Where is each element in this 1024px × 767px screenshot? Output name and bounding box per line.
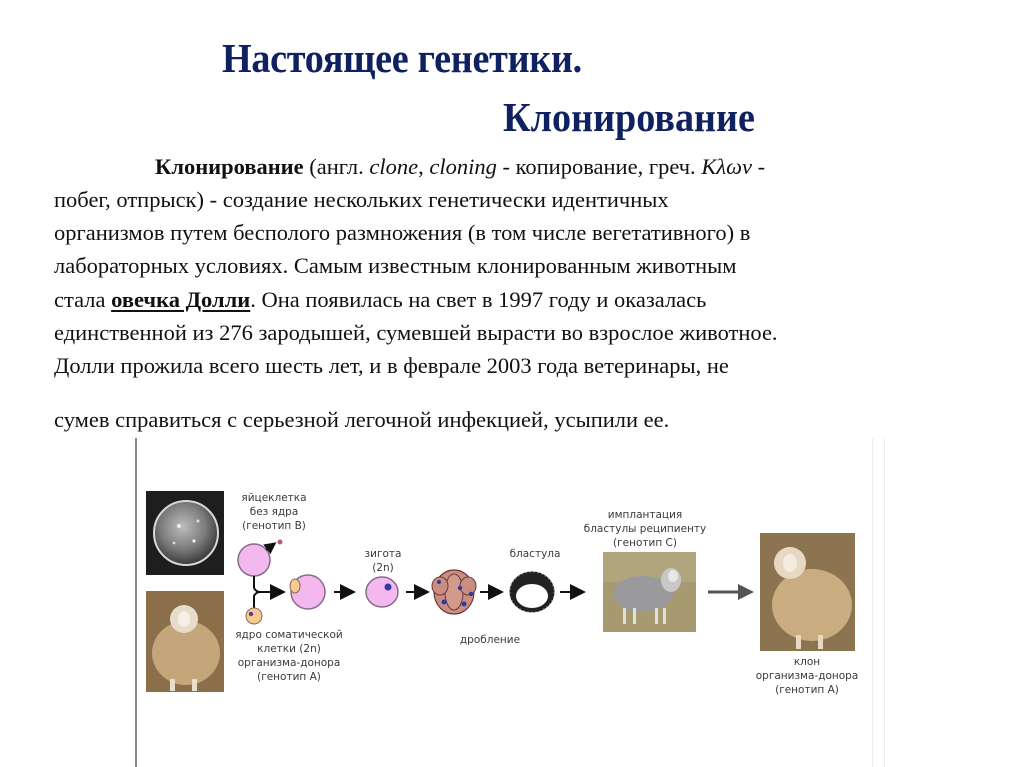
cloning-process-diagram	[230, 530, 610, 630]
diagram-right-border-2	[884, 438, 885, 767]
clone-label: клон организма-донора (генотип А)	[755, 656, 859, 696]
blastula-label: бластула	[509, 548, 561, 560]
slide-title-line2: Клонирование	[503, 94, 755, 140]
blastula-icon	[510, 572, 554, 612]
diagram-right-border	[872, 438, 873, 767]
paragraph-line-8: сумев справиться с серьезной легочной инфекцией, усыпили ее.	[54, 407, 670, 432]
egg-label: яйцеклетка без ядра (генотип В)	[241, 492, 307, 532]
cleavage-icon	[432, 570, 476, 614]
paragraph-line-1: Клонирование (англ. clone, cloning - копирование, греч. Κλων -	[155, 154, 766, 179]
donor-sheep-photo	[146, 591, 224, 692]
recipient-sheep-photo	[603, 552, 696, 632]
zygote-label: зигота (2n)	[364, 548, 402, 574]
paragraph-line-6: единственной из 276 зародышей, сумевшей вырасти во взрослое животное.	[54, 320, 778, 345]
somatic-nucleus-icon	[246, 608, 262, 624]
somatic-nucleus-label: ядро соматической клетки (2n) организма-донора (генотип А)	[235, 629, 343, 683]
egg-cell-photo	[146, 491, 224, 575]
paragraph-line-2: побег, отпрыск) - создание нескольких генетически идентичных	[54, 187, 669, 212]
paragraph-line-5: стала овечка Долли. Она появилась на свет в 1997 году и оказалась	[54, 287, 707, 312]
diagram-left-border	[135, 438, 137, 767]
zygote-icon	[366, 577, 398, 607]
paragraph-line-7: Долли прожила всего шесть лет, и в феврале 2003 года ветеринары, не	[54, 353, 729, 378]
implantation-label: имплантация бластулы реципиенту (генотип С)	[583, 509, 707, 549]
egg-cell-icon	[238, 544, 270, 576]
clone-sheep-photo	[760, 533, 855, 651]
dolly-link[interactable]: овечка Долли	[111, 287, 251, 312]
term-cloning: Клонирование	[155, 154, 304, 179]
slide-title-line1: Настоящее генетики.	[222, 35, 582, 81]
cleavage-label: дробление	[459, 634, 521, 646]
arrow-right-icon	[706, 582, 756, 602]
paragraph-line-4: лабораторных условиях. Самым известным клонированным животным	[54, 253, 737, 278]
paragraph-line-3: организмов путем бесполого размножения (в том числе вегетативного) в	[54, 220, 751, 245]
